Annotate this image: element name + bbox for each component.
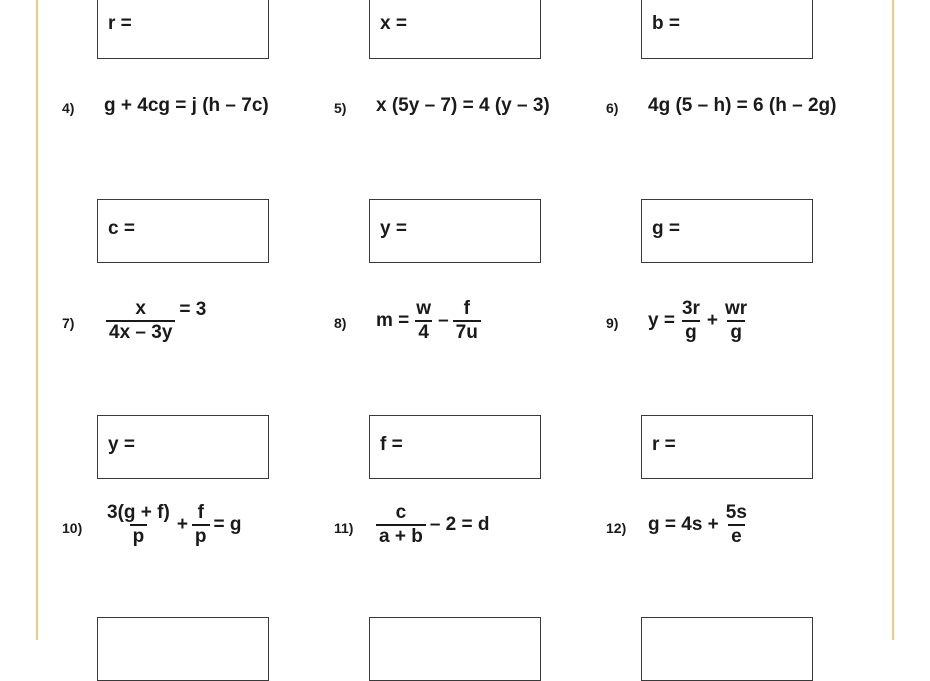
equation [102,299,206,343]
numerator: c [395,502,407,523]
answer-label: g = [652,218,680,239]
answer-box-5[interactable] [369,199,541,263]
equation-lead: g = 4s + [648,514,719,535]
answer-box-6[interactable] [641,199,813,263]
denominator: 4 [415,320,432,343]
question-number: 8) [334,315,347,331]
denominator: p [192,524,210,547]
answer-box-9[interactable] [641,415,813,479]
answer-label: r = [108,13,132,34]
answer-box-8[interactable] [369,415,541,479]
equation [100,503,242,547]
answer-label: y = [380,218,407,239]
denominator: g [727,320,745,343]
question-number: 12) [606,520,627,536]
equation [648,503,754,547]
answer-box-2[interactable] [369,0,541,59]
equation-lead: m = [376,310,410,331]
answer-label: c = [108,218,135,239]
fraction [106,299,175,343]
numerator: x [135,298,146,319]
answer-label: r = [652,434,676,455]
fraction [192,503,210,547]
denominator: e [728,524,745,547]
question-number: 5) [334,100,347,116]
answer-box-1[interactable] [97,0,269,59]
answer-box-3[interactable] [641,0,813,59]
denominator: 4x – 3y [106,320,175,343]
fraction [413,299,434,343]
question-number: 10) [62,520,83,536]
equation-rest: = 3 [179,299,207,320]
answer-label: f = [380,434,403,455]
numerator: wr [725,298,748,319]
denominator: g [682,320,700,343]
fraction [104,503,173,547]
answer-box-7[interactable] [97,415,269,479]
denominator: a + b [376,524,426,547]
answer-label: y = [108,434,135,455]
fraction [376,503,426,547]
fraction [723,503,750,547]
fraction [679,299,703,343]
answer-label: b = [652,13,680,34]
question-number: 6) [606,100,619,116]
numerator: f [463,298,470,319]
operator: – [438,310,449,331]
equation [372,503,490,547]
question-number: 7) [62,315,75,331]
equation: 4g (5 – h) = 6 (h – 2g) [648,95,837,116]
equation-rest: = g [213,514,242,535]
question-number: 9) [606,315,619,331]
equation: g + 4cg = j (h – 7c) [104,95,269,116]
numerator: w [416,298,432,319]
numerator: 5s [725,502,747,523]
answer-box-12[interactable] [641,617,813,681]
equation: x (5y – 7) = 4 (y – 3) [376,95,550,116]
equation [648,299,754,343]
answer-label: x = [380,13,407,34]
answer-box-4[interactable] [97,199,269,263]
equation-lead: y = [648,310,675,331]
numerator: f [197,502,204,523]
numerator: 3r [681,298,700,319]
fraction [722,299,750,343]
answer-box-11[interactable] [369,617,541,681]
equation [376,299,485,343]
operator: + [706,310,719,331]
denominator: p [130,524,148,547]
fraction [453,299,481,343]
operator: + [176,514,188,535]
numerator: 3(g + f) [107,502,170,523]
answer-box-10[interactable] [97,617,269,681]
question-number: 4) [62,100,75,116]
denominator: 7u [453,320,481,343]
question-number: 11) [334,520,354,536]
equation-rest: – 2 = d [429,514,490,535]
